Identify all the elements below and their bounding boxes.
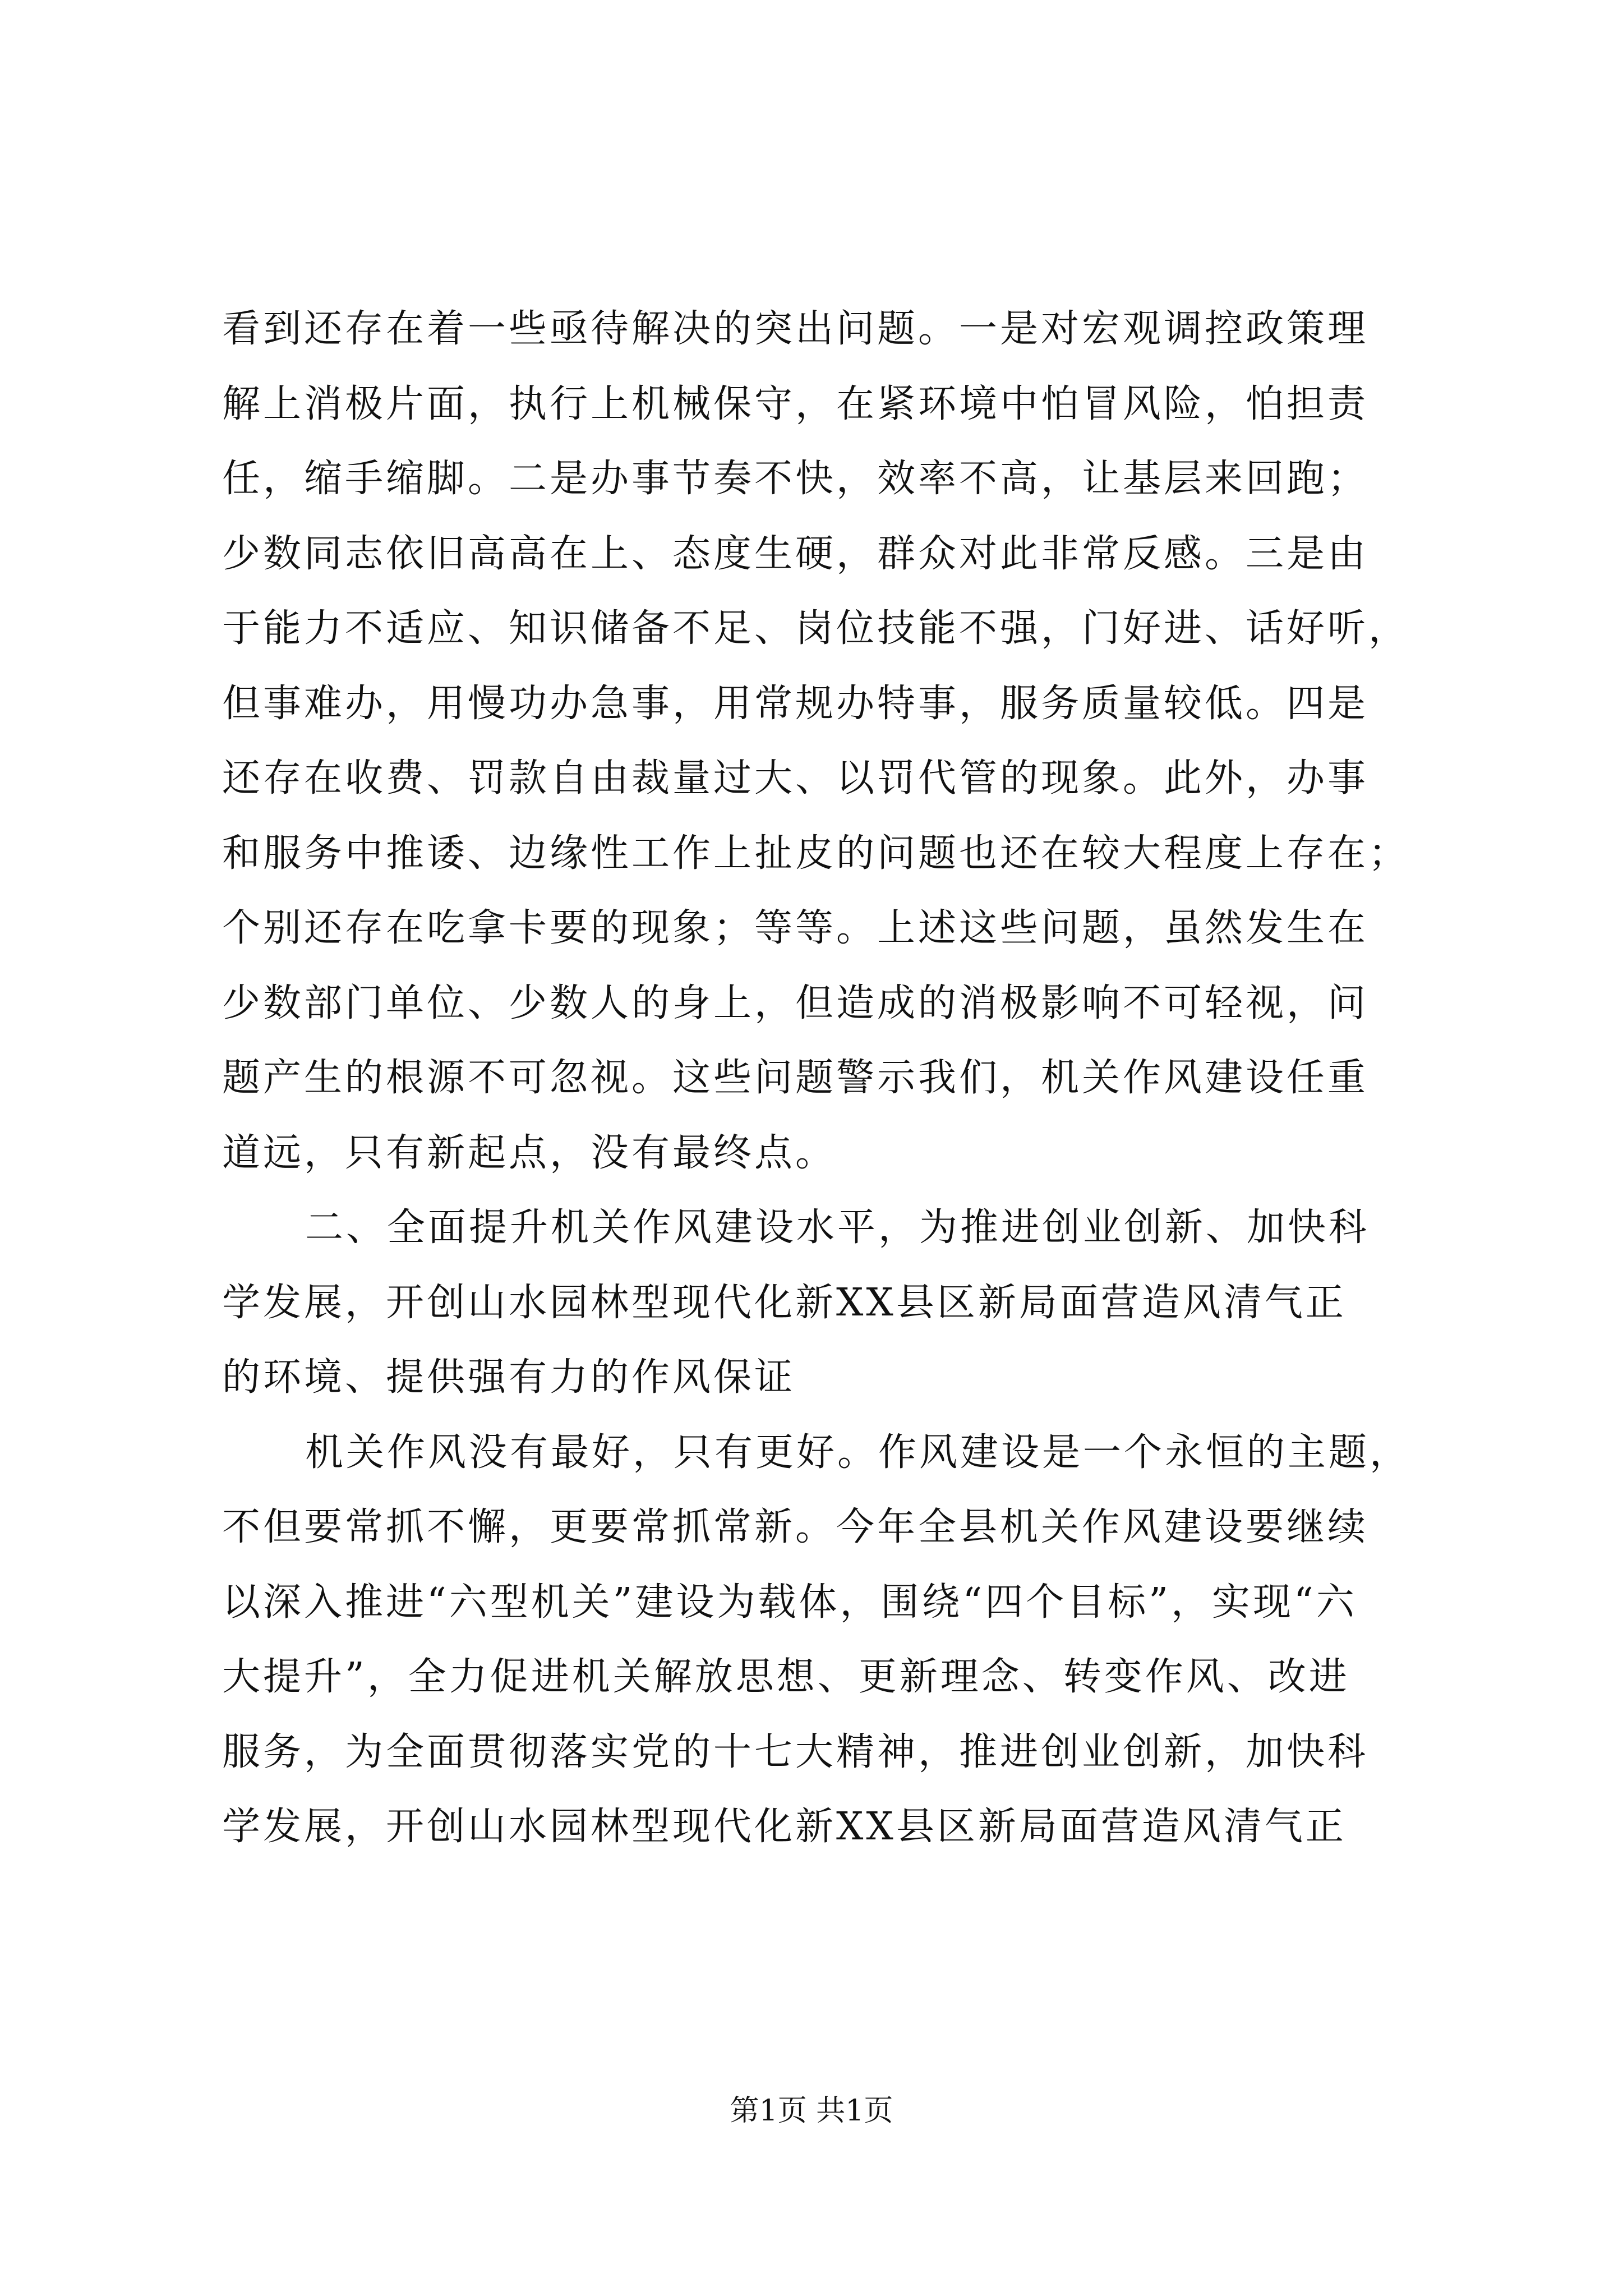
text-line: 解上消极片面，执行上机械保守，在紧环境中怕冒风险，怕担责	[222, 381, 1369, 426]
text-line: 道远，只有新起点，没有最终点。	[222, 1130, 837, 1175]
document-body	[222, 292, 1411, 1865]
text-line: 机关作风没有最好，只有更好。作风建设是一个永恒的主题，	[305, 1430, 1411, 1475]
text-line: 少数同志依旧高高在上、态度生硬，群众对此非常反感。三是由	[222, 531, 1369, 576]
text-line: 服务，为全面贯彻落实党的十七大精神，推进创业创新，加快科	[222, 1729, 1369, 1774]
text-line: 任，缩手缩脚。二是办事节奏不快，效率不高，让基层来回跑；	[222, 457, 1369, 501]
text-line: 和服务中推诿、边缘性工作上扯皮的问题也还在较大程度上存在；	[222, 831, 1410, 876]
text-line: 题产生的根源不可忽视。这些问题警示我们，机关作风建设任重	[222, 1056, 1369, 1100]
section-heading-line: 二、全面提升机关作风建设水平，为推进创业创新、加快科	[305, 1205, 1370, 1250]
section-heading-line: 的环境、提供强有力的作风保证	[222, 1355, 796, 1400]
section-heading-line: 学发展，开创山水园林型现代化新XX县区新局面营造风清气正	[222, 1280, 1347, 1325]
text-line: 大提升”，全力促进机关解放思想、更新理念、转变作风、改进	[222, 1655, 1350, 1699]
text-line: 少数部门单位、少数人的身上，但造成的消极影响不可轻视，问	[222, 981, 1369, 1025]
text-line: 于能力不适应、知识储备不足、岗位技能不强，门好进、话好听，	[222, 606, 1410, 651]
page-number-label: 第1页 共1页	[730, 2094, 893, 2128]
text-line: 不但要常抓不懈，更要常抓常新。今年全县机关作风建设要继续	[222, 1505, 1369, 1549]
text-line: 但事难办，用慢功办急事，用常规办特事，服务质量较低。四是	[222, 681, 1369, 726]
text-line: 看到还存在着一些亟待解决的突出问题。一是对宏观调控政策理	[222, 307, 1369, 351]
text-line: 个别还存在吃拿卡要的现象；等等。上述这些问题，虽然发生在	[222, 906, 1369, 950]
text-line: 以深入推进“六型机关”建设为载体，围绕“四个目标”，实现“六	[222, 1580, 1357, 1625]
text-line: 还存在收费、罚款自由裁量过大、以罚代管的现象。此外，办事	[222, 756, 1369, 800]
text-line: 学发展，开创山水园林型现代化新XX县区新局面营造风清气正	[222, 1805, 1347, 1849]
page-footer	[0, 2091, 1623, 2131]
